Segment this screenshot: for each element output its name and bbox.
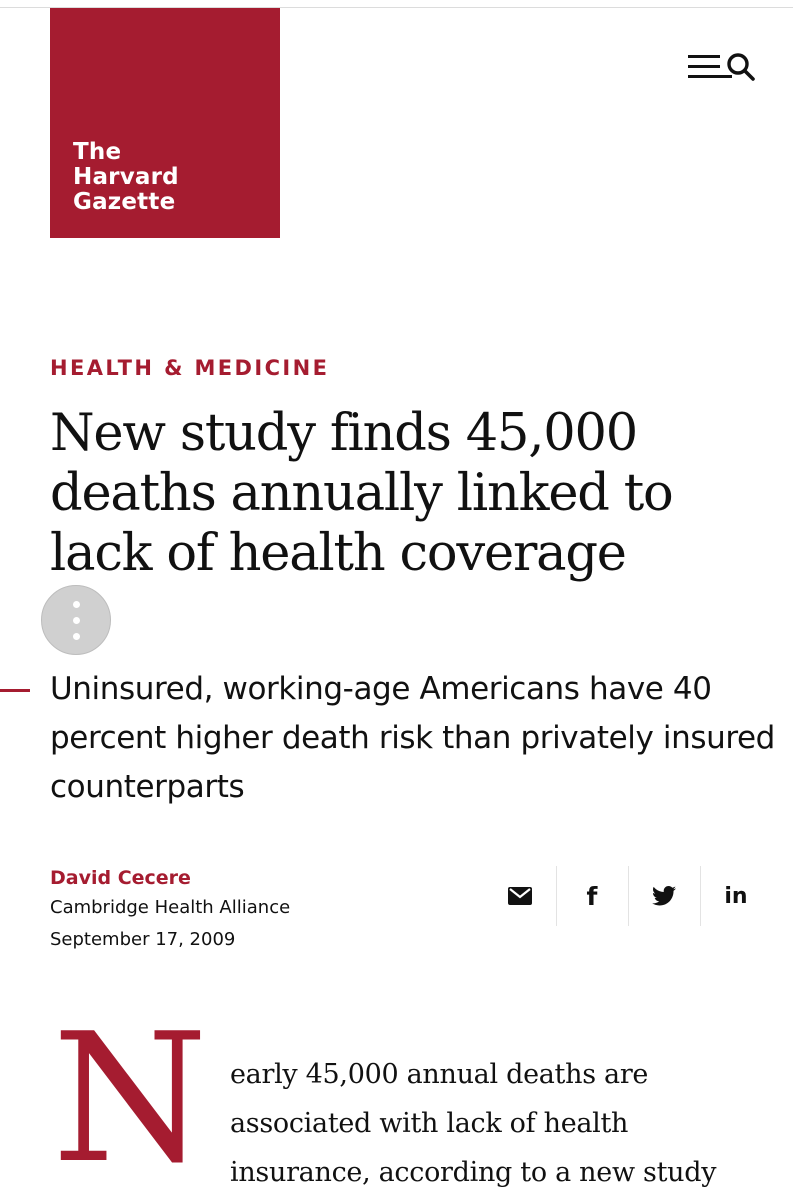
body-line: associated with lack of health (230, 1108, 629, 1139)
logo-line-1: The (73, 139, 122, 165)
article-subheading: Uninsured, working-age Americans have 40 percent higher death risk than privately insured counterparts (50, 671, 775, 805)
search-icon (729, 55, 753, 79)
share-linkedin-button[interactable] (700, 866, 772, 926)
article-headline: New study finds 45,000 deaths annually linked to lack of health coverage (50, 404, 673, 583)
byline (50, 864, 290, 956)
article-body-text (230, 1050, 780, 1197)
author-name[interactable]: David Cecere (50, 867, 191, 889)
facebook-icon: f (586, 881, 598, 911)
author-affiliation: Cambridge Health Alliance (50, 897, 291, 918)
harvard-gazette-logo[interactable] (50, 8, 280, 238)
more-options-button[interactable] (41, 585, 111, 655)
hamburger-menu-icon (684, 46, 758, 86)
subhead-accent-rule (0, 689, 30, 692)
body-line: early 45,000 annual deaths are (230, 1059, 649, 1090)
share-twitter-button[interactable] (628, 866, 700, 926)
share-bar (484, 866, 774, 926)
publish-date: September 17, 2009 (50, 929, 236, 950)
drop-cap-letter (52, 995, 208, 1200)
svg-text:N: N (52, 995, 208, 1200)
share-facebook-button[interactable] (556, 866, 628, 926)
logo-line-2: Harvard (73, 164, 179, 190)
linkedin-icon: in (724, 883, 748, 909)
share-email-button[interactable] (484, 866, 556, 926)
category-label[interactable]: HEALTH & MEDICINE (50, 356, 330, 380)
logo-line-3: Gazette (73, 189, 176, 215)
logo-wordmark (73, 140, 179, 215)
menu-search-button[interactable] (684, 46, 758, 86)
twitter-bird-icon (652, 886, 676, 906)
envelope-icon (508, 887, 532, 905)
body-line: insurance, according to a new study (230, 1157, 717, 1188)
